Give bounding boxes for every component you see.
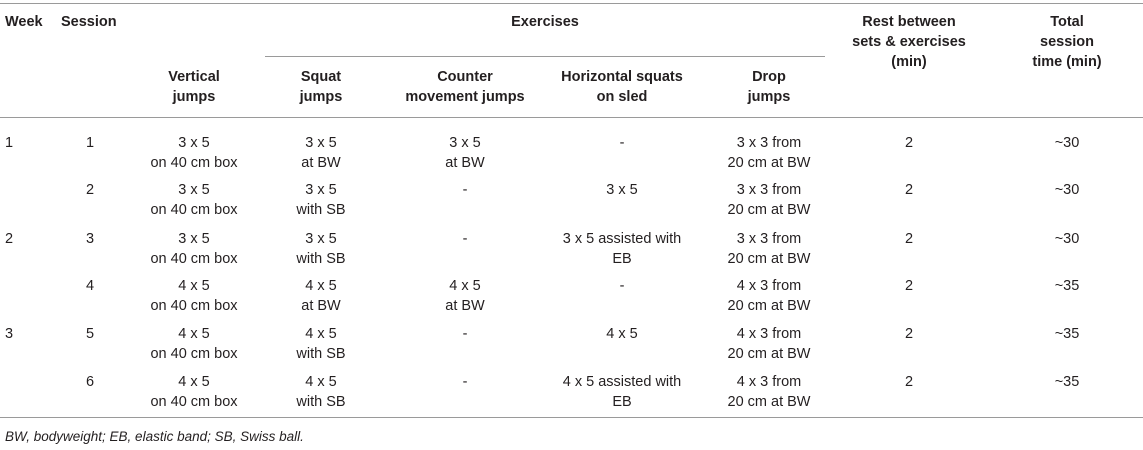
cell-counter	[445, 133, 484, 173]
header-counter-line-1: Counter	[437, 69, 493, 85]
cell-drop	[728, 180, 811, 220]
cell-squat	[296, 180, 345, 220]
cell-vertical	[150, 229, 237, 269]
header-squat-line-2: jumps	[299, 89, 343, 105]
cell-squat	[301, 276, 340, 316]
cell-vertical-line: 3 x 5	[178, 182, 210, 198]
cell-squat-line: with SB	[296, 251, 346, 267]
header-vertical-jumps	[168, 67, 220, 107]
cell-drop-line: 4 x 3 from	[736, 374, 802, 390]
cell-squat-line: 4 x 5	[305, 326, 337, 342]
cell-squat-line: 4 x 5	[305, 374, 337, 390]
header-horizontal-squats	[561, 67, 683, 107]
cell-vertical	[150, 324, 237, 364]
header-squat-line-1: Squat	[300, 69, 342, 85]
cell-drop-line: 20 cm at BW	[727, 298, 811, 314]
cell-total: ~35	[1054, 326, 1080, 342]
header-drop-jumps	[748, 67, 791, 107]
cell-squat-line: with SB	[296, 394, 346, 410]
cell-horizontal-line: -	[619, 278, 625, 294]
cell-total: ~35	[1054, 278, 1080, 294]
cell-drop	[728, 372, 811, 412]
header-drop-line-1: Drop	[752, 69, 786, 85]
cell-horizontal	[563, 229, 681, 269]
cell-session: 1	[85, 135, 95, 151]
cell-week: 1	[5, 135, 14, 151]
cell-week: 2	[5, 231, 14, 247]
cell-drop	[728, 324, 811, 364]
cell-vertical-line: 4 x 5	[178, 326, 210, 342]
cell-rest: 2	[904, 231, 914, 247]
cell-vertical	[150, 372, 237, 412]
cell-vertical	[150, 180, 237, 220]
cell-squat-line: 3 x 5	[305, 182, 337, 198]
cell-rest: 2	[904, 374, 914, 390]
cell-squat	[296, 324, 345, 364]
cell-total: ~35	[1054, 374, 1080, 390]
cell-horizontal-line: 3 x 5	[606, 182, 638, 198]
cell-drop-line: 20 cm at BW	[727, 202, 811, 218]
cell-counter	[463, 324, 468, 344]
cell-squat-line: with SB	[296, 202, 346, 218]
cell-rest: 2	[904, 326, 914, 342]
header-vertical-line-1: Vertical	[168, 69, 220, 85]
cell-vertical	[150, 133, 237, 173]
header-total-line-3: time (min)	[1032, 54, 1102, 70]
cell-rest: 2	[904, 135, 914, 151]
cell-vertical-line: on 40 cm box	[150, 251, 238, 267]
cell-drop-line: 4 x 3 from	[736, 278, 802, 294]
cell-counter-line: -	[462, 182, 468, 198]
header-bottom-rule	[0, 117, 1143, 118]
cell-drop	[728, 133, 811, 173]
cell-total: ~30	[1054, 135, 1080, 151]
cell-vertical-line: 4 x 5	[178, 278, 210, 294]
cell-horizontal	[620, 133, 625, 153]
cell-vertical-line: on 40 cm box	[150, 346, 238, 362]
cell-counter-line: at BW	[445, 155, 485, 171]
cell-vertical-line: 3 x 5	[178, 231, 210, 247]
cell-rest: 2	[904, 182, 914, 198]
cell-squat-line: at BW	[301, 155, 341, 171]
header-rest-line-1: Rest between	[862, 14, 956, 30]
bottom-rule	[0, 417, 1143, 418]
header-horizontal-line-2: on sled	[596, 89, 648, 105]
cell-counter-line: 4 x 5	[449, 278, 481, 294]
cell-session: 5	[85, 326, 95, 342]
cell-horizontal-line: EB	[612, 394, 632, 410]
cell-counter-line: -	[462, 374, 468, 390]
cell-total: ~30	[1054, 231, 1080, 247]
cell-horizontal-line: EB	[612, 251, 632, 267]
cell-horizontal-line: 4 x 5 assisted with	[562, 374, 682, 390]
cell-session: 3	[85, 231, 95, 247]
cell-vertical-line: 4 x 5	[178, 374, 210, 390]
cell-vertical-line: on 40 cm box	[150, 155, 238, 171]
cell-squat-line: 4 x 5	[305, 278, 337, 294]
header-rest-line-2: sets & exercises	[852, 34, 966, 50]
cell-rest: 2	[904, 278, 914, 294]
cell-counter	[463, 180, 468, 200]
header-counter-movement-jumps	[405, 67, 524, 107]
cell-counter-line: at BW	[445, 298, 485, 314]
cell-drop-line: 3 x 3 from	[736, 182, 802, 198]
header-squat-jumps	[300, 67, 343, 107]
header-total-line-1: Total	[1050, 14, 1084, 30]
exercises-rule	[265, 56, 825, 57]
cell-vertical-line: on 40 cm box	[150, 202, 238, 218]
cell-total: ~30	[1054, 182, 1080, 198]
cell-drop-line: 3 x 3 from	[736, 231, 802, 247]
cell-drop-line: 20 cm at BW	[727, 251, 811, 267]
cell-horizontal-line: 3 x 5 assisted with	[562, 231, 682, 247]
cell-squat-line: with SB	[296, 346, 346, 362]
cell-counter-line: -	[462, 326, 468, 342]
cell-session: 4	[85, 278, 95, 294]
cell-horizontal-line: -	[619, 135, 625, 151]
cell-horizontal	[563, 372, 681, 412]
header-rest	[852, 12, 966, 72]
cell-session: 6	[85, 374, 95, 390]
header-total-line-2: session	[1040, 34, 1094, 50]
header-total	[1032, 12, 1101, 72]
header-week: Week	[5, 14, 43, 30]
cell-squat	[296, 372, 345, 412]
cell-horizontal	[620, 276, 625, 296]
header-rest-line-3: (min)	[891, 54, 927, 70]
cell-counter-line: 3 x 5	[449, 135, 481, 151]
cell-week: 3	[5, 326, 14, 342]
cell-vertical-line: 3 x 5	[178, 135, 210, 151]
header-counter-line-2: movement jumps	[405, 89, 525, 105]
cell-drop-line: 4 x 3 from	[736, 326, 802, 342]
cell-squat-line: at BW	[301, 298, 341, 314]
cell-horizontal	[606, 180, 637, 200]
cell-squat-line: 3 x 5	[305, 231, 337, 247]
cell-squat	[301, 133, 340, 173]
cell-counter	[463, 229, 468, 249]
cell-counter-line: -	[462, 231, 468, 247]
header-exercises: Exercises	[511, 14, 579, 30]
cell-drop	[728, 229, 811, 269]
cell-counter	[445, 276, 484, 316]
header-drop-line-2: jumps	[747, 89, 791, 105]
cell-drop-line: 3 x 3 from	[736, 135, 802, 151]
cell-vertical-line: on 40 cm box	[150, 394, 238, 410]
cell-vertical-line: on 40 cm box	[150, 298, 238, 314]
cell-drop-line: 20 cm at BW	[727, 394, 811, 410]
header-horizontal-line-1: Horizontal squats	[561, 69, 683, 85]
top-rule	[0, 3, 1143, 4]
cell-session: 2	[85, 182, 95, 198]
header-vertical-line-2: jumps	[172, 89, 216, 105]
cell-drop	[728, 276, 811, 316]
cell-counter	[463, 372, 468, 392]
cell-horizontal	[606, 324, 637, 344]
cell-drop-line: 20 cm at BW	[727, 346, 811, 362]
table-footnote: BW, bodyweight; EB, elastic band; SB, Swiss ball.	[5, 429, 304, 444]
cell-squat-line: 3 x 5	[305, 135, 337, 151]
cell-squat	[296, 229, 345, 269]
header-session: Session	[61, 14, 117, 30]
cell-vertical	[150, 276, 237, 316]
cell-drop-line: 20 cm at BW	[727, 155, 811, 171]
cell-horizontal-line: 4 x 5	[606, 326, 638, 342]
